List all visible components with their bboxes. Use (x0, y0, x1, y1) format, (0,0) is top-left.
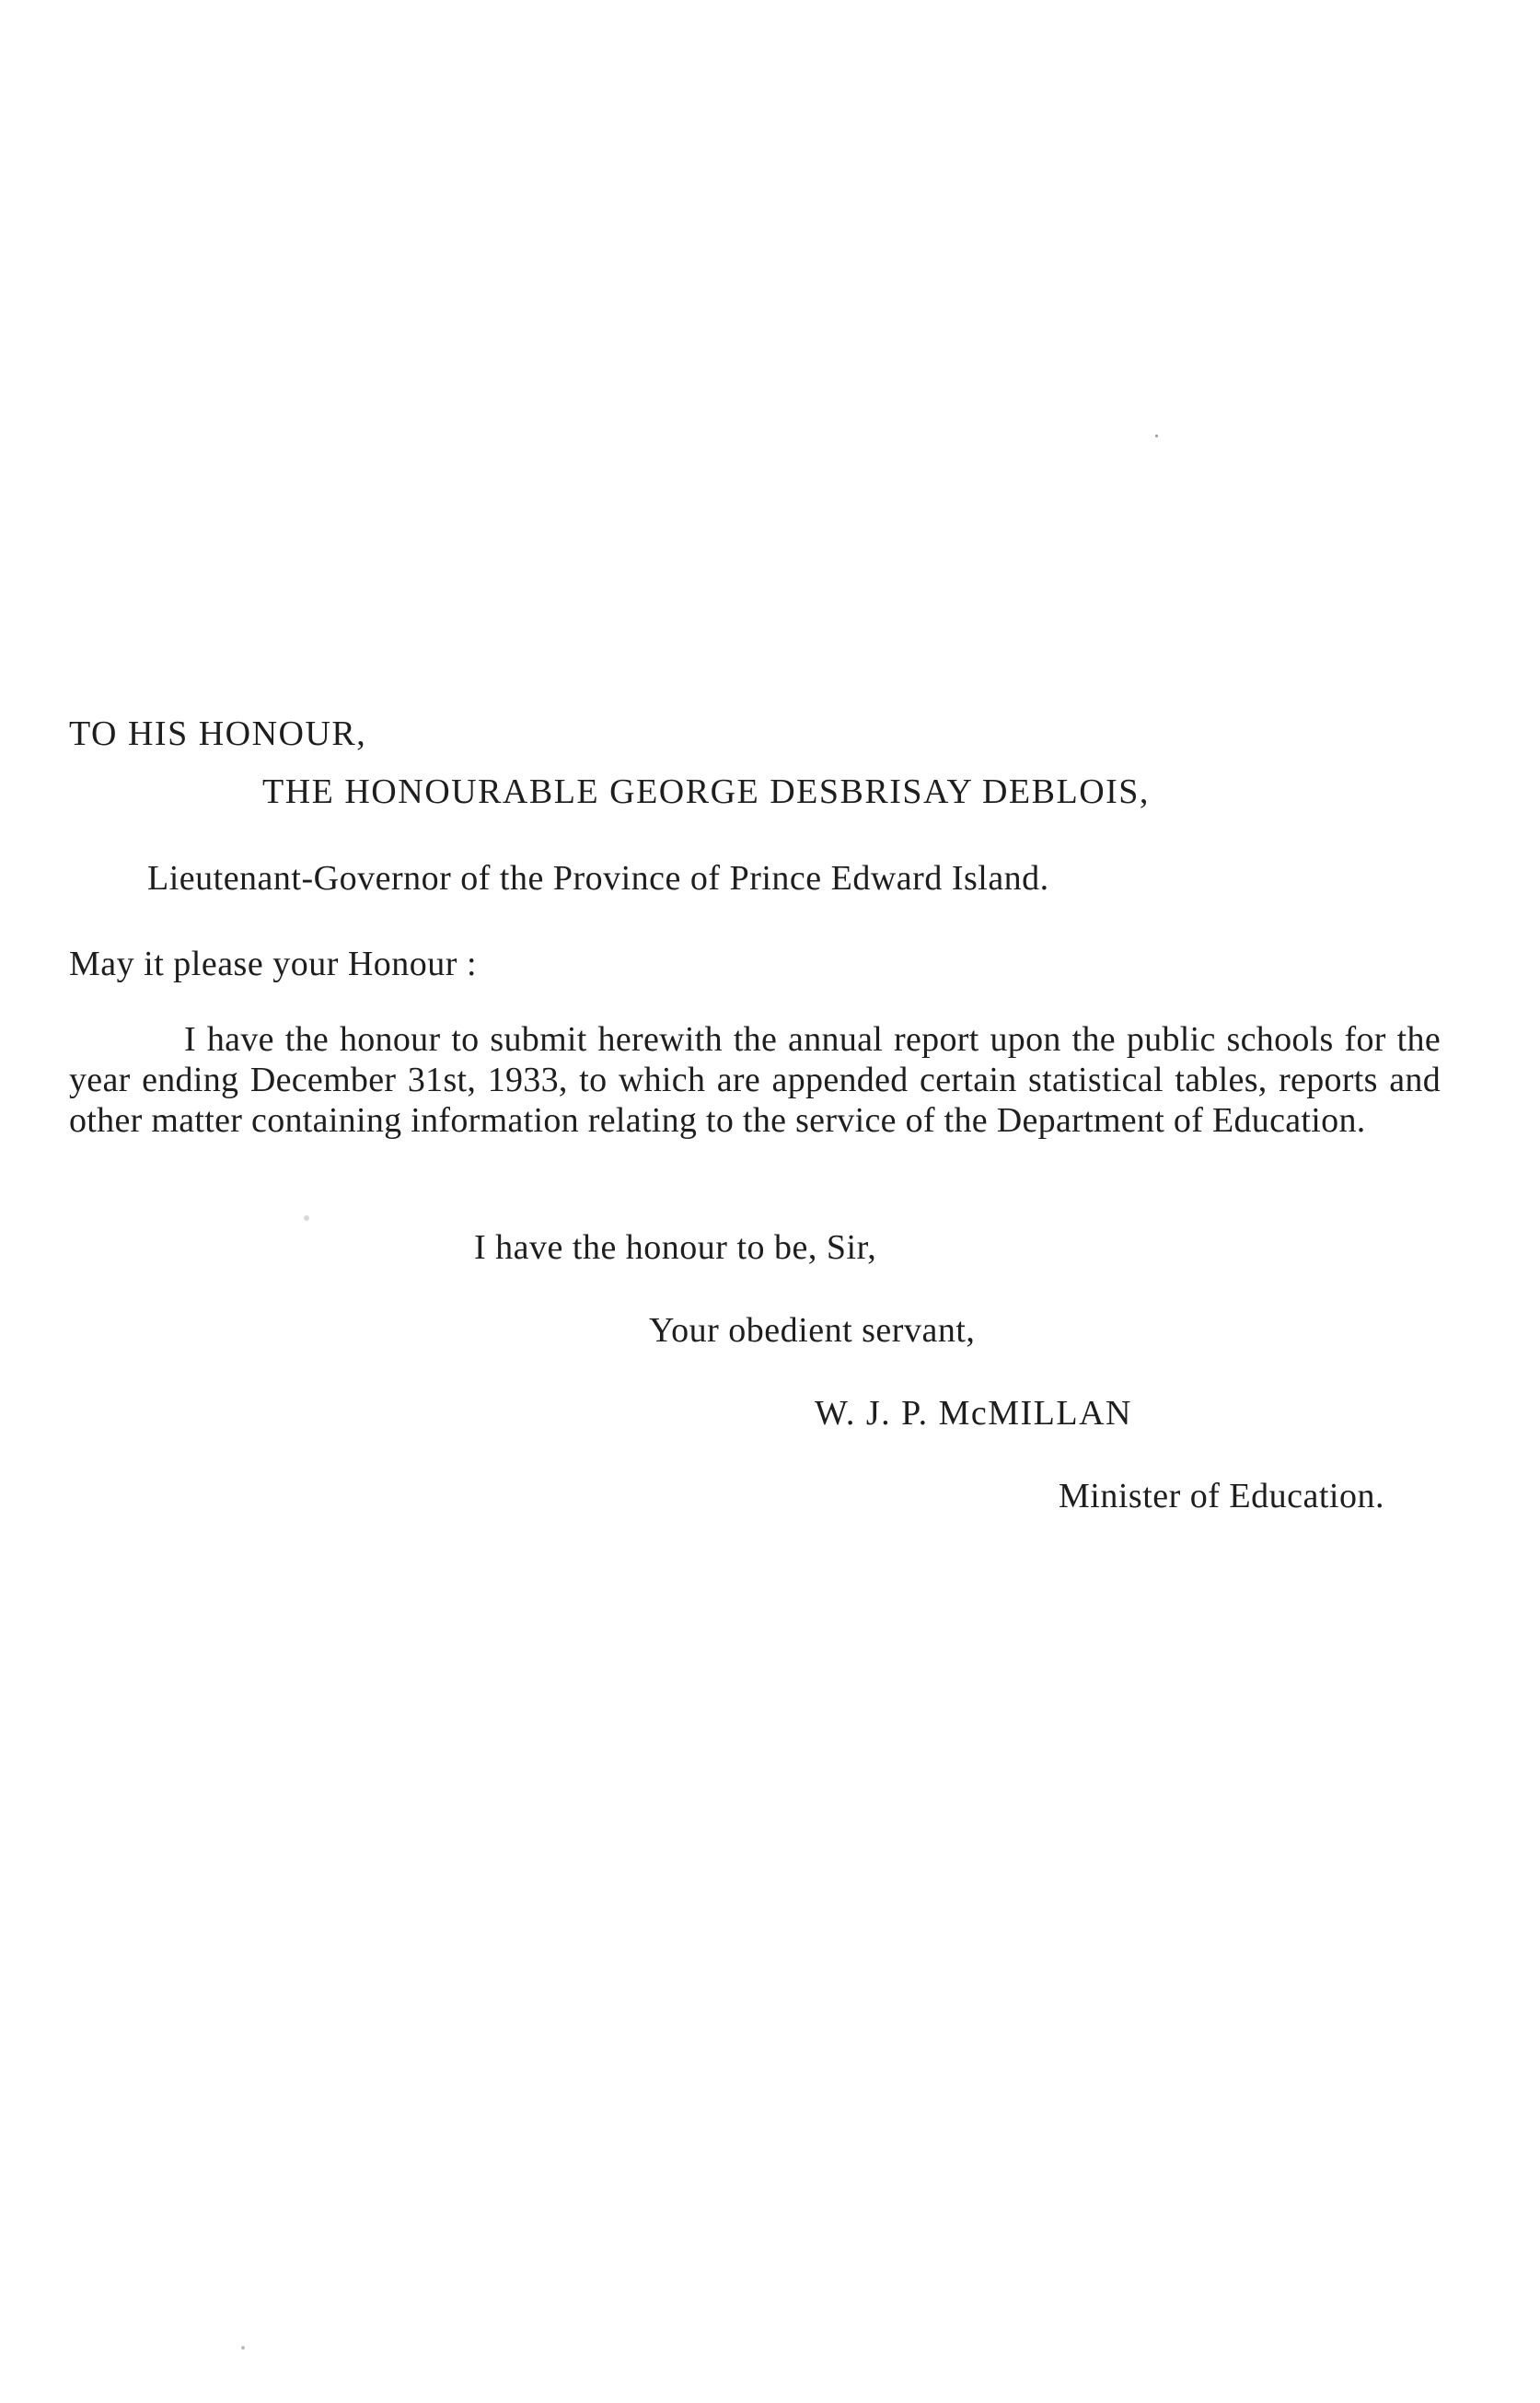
paper-speck (304, 1215, 309, 1221)
addressee: THE HONOURABLE GEORGE DESBRISAY DEBLOIS, (262, 772, 1150, 811)
addressee-office: Lieutenant-Governor of the Province of Prince Edward Island. (147, 859, 1049, 898)
opening-line: May it please your Honour : (69, 945, 478, 983)
paper-speck (1155, 435, 1158, 437)
salutation: TO HIS HONOUR, (69, 714, 367, 753)
valediction: Your obedient servant, (649, 1311, 976, 1350)
body-paragraph: I have the honour to submit herewith the annual report upon the public schools for the year ending December 31st, 1933, to which are appended certain statistical tables, reports and other matter containing information relating to the service of the Department of Education. (69, 1020, 1441, 1140)
signature-name: W. J. P. McMILLAN (815, 1394, 1132, 1433)
signatory-title: Minister of Education. (1059, 1477, 1384, 1515)
closing-line: I have the honour to be, Sir, (474, 1228, 877, 1267)
paper-speck (241, 2346, 245, 2350)
